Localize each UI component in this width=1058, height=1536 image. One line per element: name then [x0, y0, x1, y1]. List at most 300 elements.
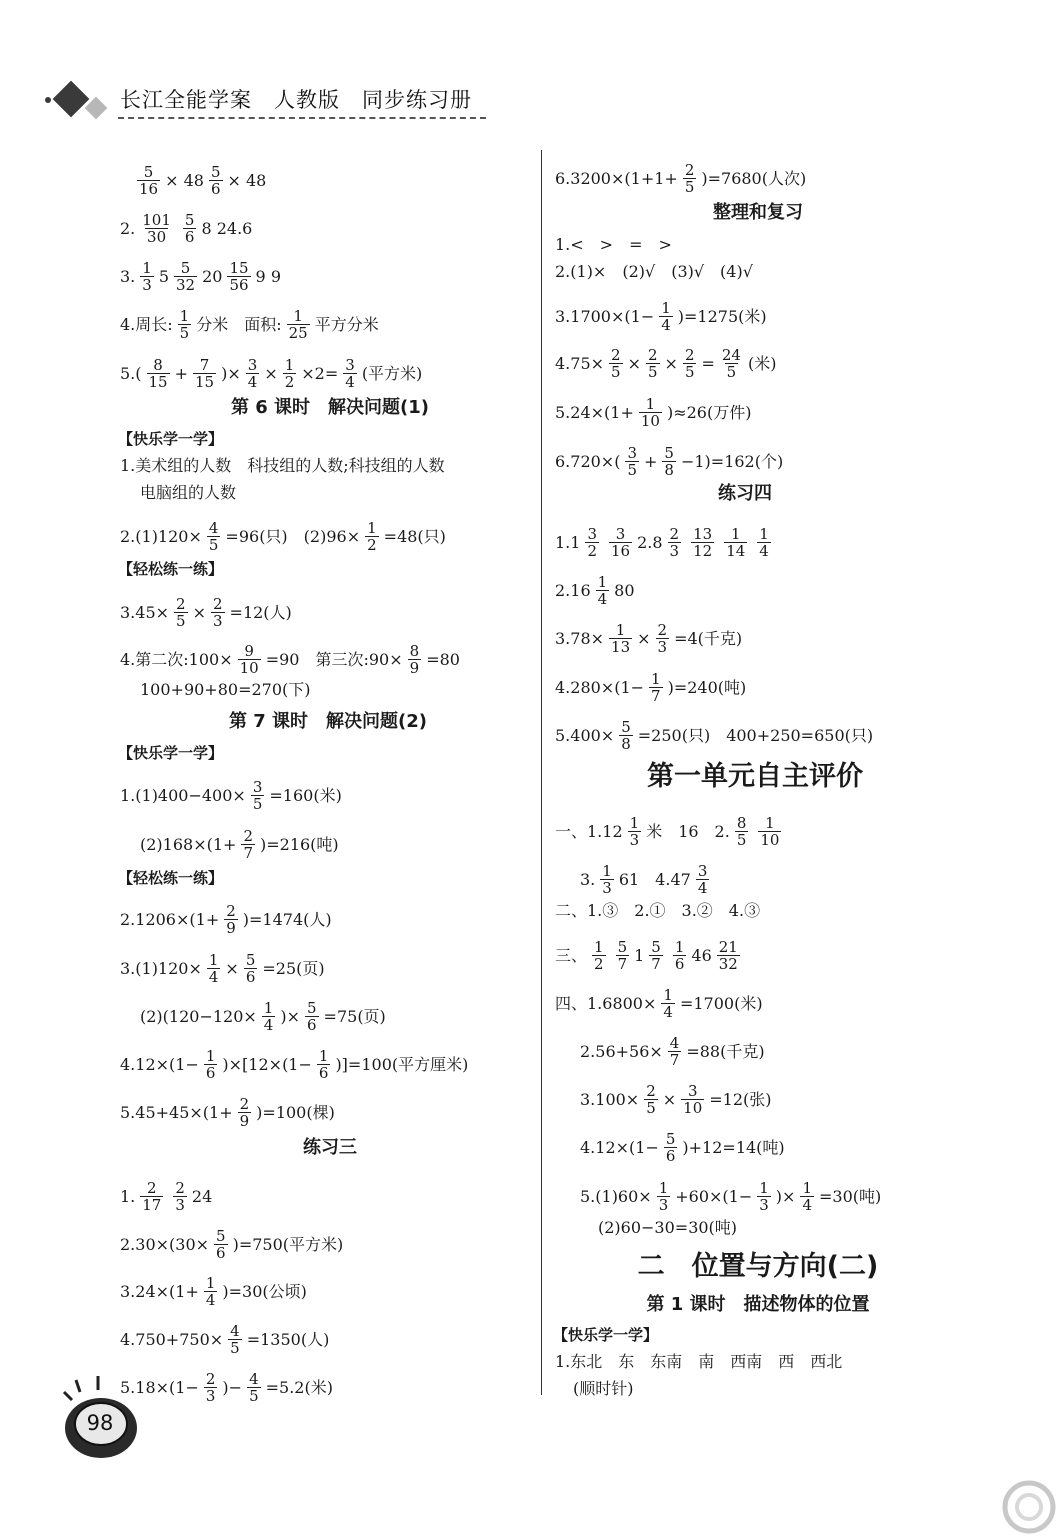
answer-text: (米)	[747, 353, 777, 373]
fraction-numerator: 3	[587, 525, 597, 543]
fraction-denominator: 3	[657, 638, 668, 656]
fraction-denominator: 30	[147, 228, 167, 246]
right-answer-line	[646, 1295, 869, 1315]
answer-text: )=750(平方米)	[232, 1234, 344, 1254]
fraction-numerator: 5	[621, 718, 631, 736]
fraction-numerator: 2	[176, 595, 186, 613]
fraction	[609, 347, 623, 380]
answer-text: ×	[627, 353, 641, 373]
answer-text: 【轻松练一练】	[118, 560, 224, 578]
fraction-numerator: 2	[657, 621, 668, 639]
fraction-denominator: 5	[736, 831, 747, 849]
fraction-numerator: 5	[664, 444, 674, 462]
fraction-numerator: 1	[597, 573, 608, 591]
fraction-denominator: 3	[212, 612, 223, 630]
answer-text: 3.1700×(1−	[555, 306, 655, 326]
answer-text: =48(只)	[383, 526, 446, 546]
fraction	[662, 445, 676, 478]
fraction-denominator: 10	[760, 831, 780, 849]
fraction-denominator: 5	[726, 363, 737, 381]
fraction-denominator: 4	[208, 968, 219, 986]
fraction	[696, 863, 710, 896]
left-answer-line	[120, 903, 332, 936]
fraction-numerator: 2	[684, 346, 695, 364]
answer-text: 4.周长:	[120, 314, 173, 334]
answer-text: =1350(人)	[246, 1329, 330, 1349]
fraction-numerator: 1	[205, 1274, 216, 1292]
answer-text: ×	[637, 628, 651, 648]
answer-text: 5.(1)60×	[580, 1186, 652, 1206]
answer-text: )=1474(人)	[242, 909, 332, 929]
answer-text: 1.	[120, 1186, 136, 1206]
fraction-numerator: 8	[409, 642, 420, 660]
fraction-denominator: 5	[252, 795, 263, 813]
answer-text: 【快乐学一学】	[553, 1326, 659, 1344]
fraction	[661, 987, 675, 1020]
fraction	[720, 347, 743, 380]
left-answer-line	[140, 680, 311, 700]
answer-text: 3.45×	[120, 602, 170, 622]
fraction-numerator: 13	[693, 525, 713, 543]
fraction	[683, 347, 697, 380]
right-answer-line	[637, 1251, 879, 1282]
answer-text: =75(页)	[323, 1006, 386, 1026]
left-answer-line	[120, 1228, 343, 1261]
fraction-numerator: 3	[615, 525, 626, 543]
fraction-numerator: 1	[730, 525, 741, 543]
fraction-numerator: 2	[684, 161, 695, 179]
answer-text: (平方米)	[361, 363, 423, 383]
left-answer-line	[120, 212, 252, 245]
fraction-denominator: 5	[627, 461, 637, 479]
fraction-denominator: 5	[230, 1339, 240, 1357]
answer-text: (2)(120−120×	[140, 1006, 257, 1026]
answer-text: =80	[426, 649, 460, 669]
fraction	[204, 1275, 218, 1308]
answer-text: =88(千克)	[686, 1041, 765, 1061]
answer-text: =30(吨)	[819, 1186, 882, 1206]
right-answer-line	[555, 445, 783, 478]
answer-text: 米 16 2.	[646, 821, 730, 841]
fraction-denominator: 56	[229, 276, 249, 294]
fraction	[193, 357, 216, 390]
fraction-denominator: 3	[175, 1196, 185, 1214]
fraction-numerator: 3	[345, 356, 355, 374]
left-answer-line	[120, 952, 325, 985]
fraction-denominator: 5	[684, 363, 695, 381]
fraction-numerator: 1	[142, 259, 152, 277]
left-answer-line	[120, 260, 281, 293]
fraction	[592, 939, 606, 972]
answer-text: 1.1	[555, 532, 581, 552]
fraction	[137, 164, 160, 197]
fraction-denominator: 9	[239, 1112, 250, 1130]
fraction-numerator: 1	[367, 519, 377, 537]
left-answer-line	[118, 743, 223, 763]
fraction-numerator: 5	[307, 999, 317, 1017]
right-answer-line	[555, 987, 763, 1020]
fraction-numerator: 2	[611, 346, 621, 364]
fraction	[227, 260, 250, 293]
answer-text: ×	[664, 353, 678, 373]
fraction-denominator: 7	[243, 844, 253, 862]
right-answer-line	[555, 939, 742, 972]
fraction-denominator: 4	[597, 590, 608, 608]
fraction	[628, 815, 642, 848]
fraction-denominator: 5	[647, 363, 658, 381]
fraction	[247, 1371, 261, 1404]
fraction-numerator: 4	[208, 519, 219, 537]
answer-text: 二、1.③ 2.① 3.② 4.③	[555, 901, 761, 920]
answer-text: 9 9	[255, 266, 281, 286]
fraction-numerator: 2	[226, 902, 236, 920]
fraction	[757, 526, 771, 559]
fraction-denominator: 9	[226, 919, 236, 937]
answer-text: 20	[202, 266, 223, 286]
answer-text: 3.24×(1+	[120, 1281, 199, 1301]
fraction	[140, 1180, 163, 1213]
fraction	[365, 520, 379, 553]
fraction	[178, 308, 192, 341]
fraction	[619, 719, 633, 752]
answer-text: 61 4.47	[618, 869, 691, 889]
answer-text: 8 24.6	[201, 218, 253, 238]
answer-text: )=216(吨)	[259, 834, 339, 854]
fraction-denominator: 6	[184, 228, 195, 246]
fraction-numerator: 5	[143, 163, 154, 181]
fraction-numerator: 1	[759, 525, 769, 543]
fraction-denominator: 32	[176, 276, 196, 294]
fraction	[224, 903, 238, 936]
fraction-denominator: 15	[195, 373, 215, 391]
left-answer-line	[303, 1138, 357, 1158]
fraction-numerator: 3	[697, 862, 708, 880]
fraction	[656, 622, 670, 655]
fraction-numerator: 1	[759, 1179, 769, 1197]
fraction	[283, 357, 297, 390]
fraction	[408, 643, 422, 676]
right-answer-line	[555, 671, 746, 704]
fraction-denominator: 5	[611, 363, 621, 381]
answer-text: 电脑组的人数	[140, 483, 237, 502]
left-answer-line	[118, 559, 223, 579]
fraction-denominator: 16	[611, 542, 631, 560]
answer-text: )≈26(万件)	[666, 402, 752, 422]
fraction	[287, 308, 310, 341]
answer-text: )−	[222, 1377, 243, 1397]
fraction-denominator: 5	[176, 612, 186, 630]
fraction	[616, 939, 630, 972]
fraction	[183, 212, 197, 245]
fraction-numerator: 1	[629, 814, 640, 832]
right-answer-line	[555, 262, 753, 282]
answer-text: −1)=162(个)	[680, 451, 784, 471]
fraction-denominator: 6	[307, 1016, 317, 1034]
answer-text: (顺时针)	[573, 1379, 634, 1398]
fraction-denominator: 10	[683, 1099, 703, 1117]
right-answer-line	[555, 574, 635, 607]
fraction-denominator: 3	[629, 831, 640, 849]
fraction-numerator: 5	[617, 938, 628, 956]
left-answer-line	[231, 398, 429, 418]
fraction	[600, 863, 614, 896]
right-answer-line	[573, 1379, 634, 1399]
answer-text: 2.16	[555, 580, 591, 600]
answer-text: 第 7 课时 解决问题(2)	[228, 711, 428, 732]
fraction-numerator: 1	[205, 1047, 216, 1065]
answer-text: 练习三	[303, 1137, 357, 1158]
right-answer-line	[555, 396, 751, 429]
answer-text: )×[12×(1−	[222, 1054, 312, 1074]
fraction-numerator: 2	[147, 1179, 157, 1197]
fraction	[244, 952, 258, 985]
answer-text: 1.(1)400−400×	[120, 785, 246, 805]
answer-text: =96(只) (2)96×	[225, 526, 361, 546]
fraction	[691, 526, 714, 559]
answer-text: )]=100(平方厘米)	[335, 1054, 469, 1074]
left-answer-line	[135, 164, 266, 197]
fraction-numerator: 101	[142, 211, 171, 229]
fraction-denominator: 3	[205, 1387, 216, 1405]
answer-text: )=100(棵)	[256, 1102, 335, 1122]
fraction	[211, 596, 225, 629]
fraction	[140, 212, 173, 245]
fraction	[758, 815, 781, 848]
fraction-denominator: 7	[651, 955, 661, 973]
fraction-denominator: 5	[684, 178, 695, 196]
answer-text: 24	[191, 1186, 213, 1206]
answer-text: 分米 面积:	[196, 314, 282, 334]
fraction-denominator: 2	[367, 536, 377, 554]
fraction	[664, 1131, 678, 1164]
right-answer-line	[555, 1352, 842, 1372]
answer-text: =90 第三次:90×	[265, 649, 403, 669]
left-answer-line	[120, 1180, 212, 1213]
left-answer-line	[118, 868, 223, 888]
fraction	[596, 574, 610, 607]
fraction	[649, 671, 663, 704]
fraction-numerator: 1	[179, 307, 190, 325]
fraction-denominator: 25	[288, 324, 308, 342]
fraction-numerator: 3	[687, 1082, 698, 1100]
right-answer-line	[555, 162, 806, 195]
fraction-numerator: 2	[239, 1095, 250, 1113]
answer-text: 5.24×(1+	[555, 402, 634, 422]
fraction	[717, 939, 740, 972]
fraction-denominator: 2	[587, 542, 597, 560]
answer-text: )=1275(米)	[677, 306, 767, 326]
fraction	[639, 396, 662, 429]
fraction-denominator: 6	[216, 1244, 226, 1262]
answer-text: 平方分米	[314, 314, 379, 334]
answer-text: =5.2(米)	[265, 1377, 333, 1397]
right-answer-line	[580, 1035, 765, 1068]
fraction-denominator: 7	[617, 955, 628, 973]
fraction-denominator: 13	[611, 638, 631, 656]
left-answer-line	[140, 1000, 386, 1033]
answer-text: 一、1.12	[555, 821, 623, 841]
fraction-numerator: 2	[669, 525, 680, 543]
fraction-denominator: 12	[693, 542, 713, 560]
left-answer-line	[120, 520, 446, 553]
fraction-denominator: 3	[602, 879, 612, 897]
right-answer-line	[580, 1180, 881, 1213]
right-answer-line	[718, 484, 772, 504]
fraction-denominator: 6	[205, 1064, 216, 1082]
fraction	[800, 1180, 814, 1213]
left-answer-line	[120, 308, 379, 341]
left-answer-line	[120, 1275, 307, 1308]
fraction	[238, 643, 261, 676]
left-answer-line	[120, 596, 292, 629]
answer-text: =250(只) 400+250=650(只)	[637, 725, 874, 745]
fraction-numerator: 4	[249, 1370, 259, 1388]
fraction-denominator: 4	[247, 373, 258, 391]
answer-text: 5	[158, 266, 169, 286]
answer-text: 5.18×(1−	[120, 1377, 199, 1397]
answer-text: ×	[192, 602, 206, 622]
fraction	[207, 520, 221, 553]
fraction	[174, 260, 197, 293]
answer-text: (2)168×(1+	[140, 834, 237, 854]
answer-text: 1.东北 东 东南 南 西南 西 西北	[555, 1352, 843, 1371]
fraction-denominator: 3	[759, 1196, 769, 1214]
fraction	[305, 1000, 319, 1033]
fraction	[683, 162, 697, 195]
fraction-numerator: 1	[658, 1179, 669, 1197]
left-answer-line	[120, 357, 422, 390]
answer-text: ×	[662, 1089, 677, 1109]
page-number: 98	[86, 1411, 114, 1435]
fraction-denominator: 6	[318, 1064, 329, 1082]
fraction-numerator: 1	[765, 814, 775, 832]
fraction-numerator: 15	[229, 259, 249, 277]
answer-text: 【轻松练一练】	[118, 869, 224, 887]
right-answer-line	[555, 901, 760, 921]
answer-text: ×	[225, 958, 239, 978]
left-answer-line	[140, 828, 339, 861]
answer-text: 2.56+56×	[580, 1041, 663, 1061]
answer-text: 3.78×	[555, 628, 605, 648]
fraction	[209, 164, 223, 197]
fraction	[668, 1035, 682, 1068]
fraction-denominator: 3	[658, 1196, 669, 1214]
fraction	[174, 596, 188, 629]
fraction-numerator: 2	[212, 595, 223, 613]
fraction	[251, 779, 265, 812]
left-answer-line	[140, 483, 236, 503]
right-answer-line	[553, 1325, 658, 1345]
fraction-denominator: 4	[263, 1016, 274, 1034]
fraction-numerator: 1	[615, 621, 626, 639]
fraction	[644, 1083, 658, 1116]
fraction-denominator: 4	[802, 1196, 812, 1214]
left-answer-line	[120, 643, 460, 676]
fraction	[246, 357, 260, 390]
answer-text: 【快乐学一学】	[118, 430, 224, 448]
fraction-denominator: 4	[697, 879, 708, 897]
fraction-numerator: 1	[293, 307, 303, 325]
answer-text: 6.720×(	[555, 451, 621, 471]
fraction-numerator: 3	[252, 778, 263, 796]
fraction-numerator: 8	[153, 356, 163, 374]
answer-text: 3.(1)120×	[120, 958, 202, 978]
right-answer-line	[580, 1131, 785, 1164]
left-answer-line	[120, 1048, 468, 1081]
fraction-numerator: 1	[661, 299, 671, 317]
fraction-numerator: 9	[244, 642, 254, 660]
answer-text: 1.美术组的人数 科技组的人数;科技组的人数	[120, 456, 445, 475]
answer-text: 第 6 课时 解决问题(1)	[230, 397, 430, 418]
fraction-denominator: 5	[208, 536, 219, 554]
answer-text: ×2=	[301, 363, 339, 383]
answer-text: × 48	[165, 170, 204, 190]
answer-text: 二 位置与方向(二)	[637, 1251, 879, 1282]
right-answer-line	[580, 1083, 772, 1116]
fraction-numerator: 1	[645, 395, 656, 413]
fraction-denominator: 5	[179, 324, 190, 342]
fraction-denominator: 2	[284, 373, 295, 391]
series-logo-icon	[44, 78, 124, 128]
answer-text: 【快乐学一学】	[118, 744, 224, 762]
answer-text: (2)60−30=30(吨)	[598, 1218, 738, 1237]
fraction	[343, 357, 357, 390]
header-divider	[118, 117, 486, 119]
fraction	[241, 828, 255, 861]
answer-text: )+12=14(吨)	[682, 1137, 785, 1157]
fraction-numerator: 1	[284, 356, 295, 374]
fraction-numerator: 24	[721, 346, 741, 364]
fraction-numerator: 5	[665, 1130, 676, 1148]
fraction-denominator: 5	[249, 1387, 259, 1405]
answer-text: =4(千克)	[674, 628, 743, 648]
fraction	[238, 1096, 252, 1129]
answer-text: 5.(	[120, 363, 142, 383]
answer-text: 4.280×(1−	[555, 677, 645, 697]
left-answer-line	[120, 456, 445, 476]
answer-text: =1700(米)	[679, 993, 763, 1013]
fraction-numerator: 5	[184, 211, 195, 229]
answer-text: 3.	[120, 266, 136, 286]
answer-text: =12(人)	[229, 602, 292, 622]
fraction	[735, 815, 749, 848]
fraction-denominator: 8	[664, 461, 674, 479]
fraction-numerator: 4	[230, 1322, 240, 1340]
fraction	[317, 1048, 331, 1081]
answer-text: )×	[221, 363, 241, 383]
fraction-numerator: 1	[594, 938, 604, 956]
answer-text: 4.75×	[555, 353, 605, 373]
answer-text: )=240(吨)	[667, 677, 747, 697]
fraction	[673, 939, 687, 972]
answer-text: 2.8	[637, 532, 663, 552]
fraction-denominator: 3	[142, 276, 152, 294]
answer-text: )=7680(人次)	[701, 168, 807, 188]
right-answer-line	[598, 1218, 737, 1238]
answer-text: 练习四	[718, 483, 772, 504]
answer-text: 2.30×(30×	[120, 1234, 210, 1254]
fraction-numerator: 4	[669, 1034, 680, 1052]
fraction	[207, 952, 221, 985]
answer-text: 100+90+80=270(下)	[140, 680, 311, 699]
watermark-stamp-icon	[1000, 1478, 1058, 1536]
book-title: 长江全能学案 人教版 同步练习册	[120, 88, 472, 112]
fraction-numerator: 1	[602, 862, 612, 880]
fraction	[262, 1000, 276, 1033]
answer-text: +	[644, 451, 658, 471]
answer-text: 2.(1)120×	[120, 526, 202, 546]
fraction-numerator: 5	[245, 951, 256, 969]
